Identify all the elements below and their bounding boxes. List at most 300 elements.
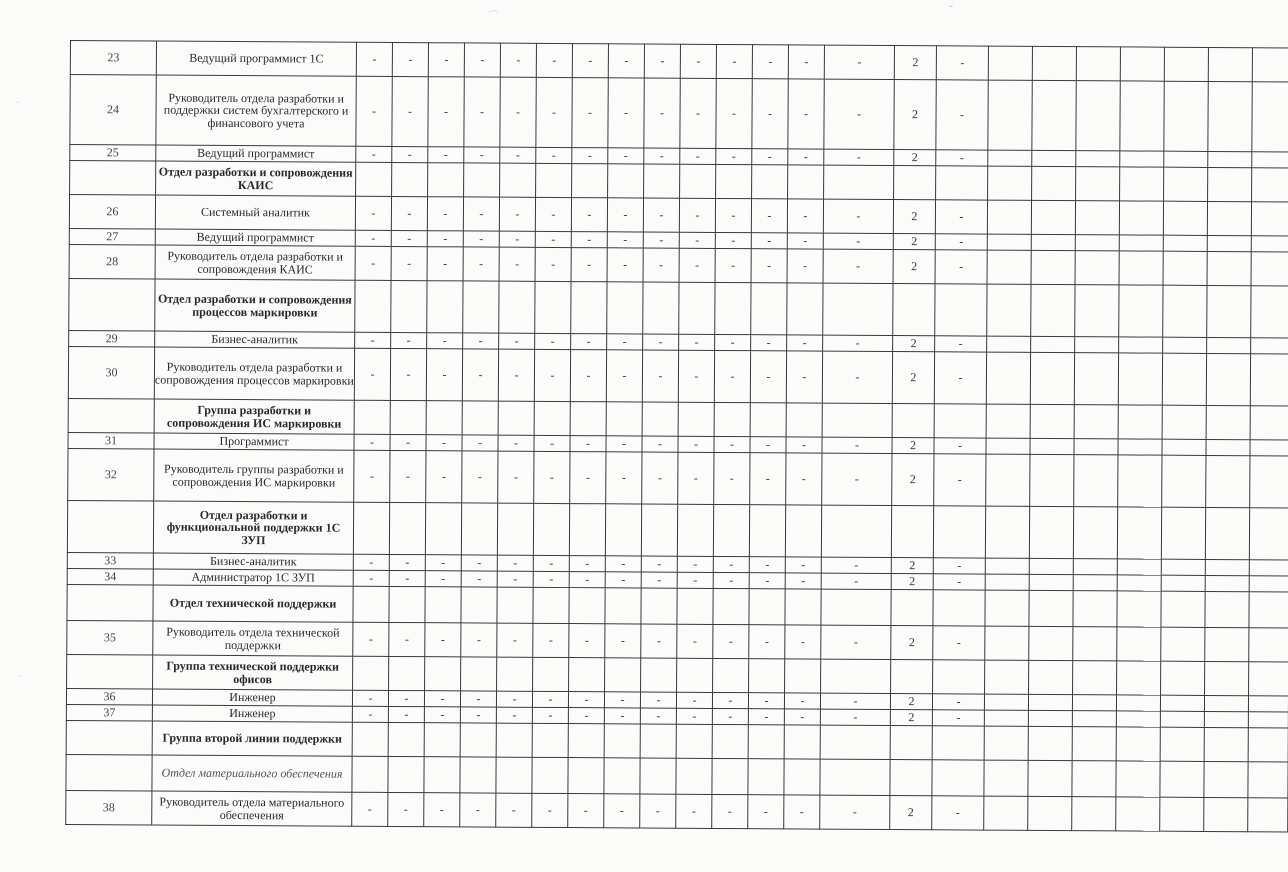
- value-cell: -: [390, 434, 426, 450]
- value-cell: -: [389, 570, 425, 586]
- department-title: Отдел материального обеспечения: [152, 755, 352, 792]
- value-cell: -: [571, 248, 607, 282]
- value-cell: [1073, 575, 1117, 591]
- value-cell: [1118, 405, 1162, 439]
- value-cell: [1251, 286, 1288, 338]
- value-cell: -: [752, 149, 788, 165]
- value-cell: [1072, 761, 1116, 797]
- value-cell: -: [640, 794, 676, 828]
- value-cell: [354, 400, 390, 434]
- value-cell: -: [934, 438, 986, 454]
- value-cell: -: [390, 348, 426, 400]
- value-cell: -: [498, 349, 534, 401]
- value-cell: -: [640, 708, 676, 724]
- value-cell: [353, 586, 389, 622]
- value-cell: [425, 503, 461, 555]
- value-cell: -: [824, 79, 894, 149]
- value-cell: -: [642, 350, 678, 402]
- value-cell: [391, 280, 427, 332]
- value-cell: -: [534, 451, 570, 503]
- value-cell: [1162, 353, 1206, 405]
- value-cell: 2: [891, 626, 933, 660]
- value-cell: -: [354, 434, 390, 450]
- row-number: 35: [67, 620, 153, 655]
- value-cell: [461, 657, 497, 691]
- value-cell: [822, 403, 892, 437]
- value-cell: [751, 283, 787, 335]
- value-cell: [984, 726, 1028, 760]
- position-title: Руководитель группы разработки и сопровождения ИС маркировки: [154, 449, 354, 502]
- row-number: 33: [67, 552, 153, 569]
- position-title: Руководитель отдела технической поддержки: [153, 621, 353, 656]
- value-cell: -: [788, 79, 824, 149]
- value-cell: [934, 404, 986, 438]
- value-cell: -: [426, 435, 462, 451]
- value-cell: -: [821, 557, 891, 573]
- value-cell: [571, 282, 607, 334]
- value-cell: -: [535, 197, 571, 231]
- value-cell: [352, 756, 388, 792]
- value-cell: 2: [893, 250, 935, 284]
- value-cell: -: [786, 453, 822, 505]
- value-cell: -: [787, 199, 823, 233]
- value-cell: [1164, 151, 1208, 167]
- value-cell: -: [569, 624, 605, 658]
- value-cell: [932, 726, 984, 760]
- value-cell: [424, 757, 460, 793]
- value-cell: [604, 724, 640, 758]
- value-cell: [932, 760, 984, 796]
- value-cell: [986, 454, 1030, 506]
- value-cell: -: [426, 451, 462, 503]
- value-cell: [1029, 626, 1073, 660]
- position-title: Инженер: [152, 705, 352, 722]
- value-cell: [1116, 711, 1160, 727]
- value-cell: [713, 658, 749, 692]
- value-cell: -: [715, 198, 751, 232]
- table-row: [70, 75, 1288, 152]
- row-number: 37: [66, 704, 152, 721]
- value-cell: 2: [894, 150, 936, 166]
- value-cell: [1204, 761, 1248, 797]
- value-cell: [892, 404, 934, 438]
- value-cell: -: [352, 690, 388, 706]
- value-cell: [1075, 235, 1119, 251]
- value-cell: -: [571, 334, 607, 350]
- staff-table-body: [66, 41, 1288, 832]
- value-cell: [604, 758, 640, 794]
- value-cell: [1249, 576, 1288, 592]
- value-cell: -: [427, 231, 463, 247]
- value-cell: [821, 659, 891, 693]
- value-cell: [425, 587, 461, 623]
- value-cell: [1204, 711, 1248, 727]
- value-cell: -: [748, 693, 784, 709]
- row-number: 28: [69, 244, 155, 279]
- value-cell: [1032, 80, 1076, 150]
- value-cell: -: [679, 232, 715, 248]
- value-cell: -: [676, 708, 712, 724]
- value-cell: [784, 725, 820, 759]
- value-cell: -: [500, 147, 536, 163]
- value-cell: -: [532, 691, 568, 707]
- value-cell: -: [679, 334, 715, 350]
- value-cell: 2: [891, 558, 933, 574]
- staff-table: [65, 40, 1288, 832]
- value-cell: [821, 505, 891, 557]
- value-cell: [640, 724, 676, 758]
- value-cell: [1206, 405, 1250, 439]
- value-cell: -: [678, 452, 714, 504]
- value-cell: [1029, 660, 1073, 694]
- value-cell: [988, 80, 1032, 150]
- value-cell: -: [464, 43, 500, 77]
- value-cell: -: [932, 694, 984, 710]
- value-cell: -: [498, 451, 534, 503]
- value-cell: -: [605, 624, 641, 658]
- scan-artifact: ⌒: [488, 10, 499, 23]
- value-cell: -: [500, 77, 536, 147]
- value-cell: [823, 283, 893, 335]
- value-cell: -: [822, 437, 892, 453]
- value-cell: [987, 336, 1031, 352]
- value-cell: -: [392, 76, 428, 146]
- value-cell: -: [426, 349, 462, 401]
- value-cell: [497, 657, 533, 691]
- value-cell: [497, 503, 533, 555]
- value-cell: [1031, 200, 1075, 234]
- value-cell: [786, 403, 822, 437]
- value-cell: -: [535, 231, 571, 247]
- value-cell: -: [935, 250, 987, 284]
- value-cell: [1119, 337, 1163, 353]
- value-cell: [1031, 234, 1075, 250]
- value-cell: [1205, 591, 1249, 627]
- value-cell: [1251, 236, 1288, 252]
- value-cell: [679, 282, 715, 334]
- row-number: [67, 584, 153, 621]
- value-cell: [1116, 797, 1160, 831]
- value-cell: -: [496, 707, 532, 723]
- value-cell: -: [788, 149, 824, 165]
- value-cell: [984, 796, 1028, 830]
- value-cell: -: [679, 248, 715, 282]
- value-cell: -: [787, 233, 823, 249]
- value-cell: [1249, 662, 1288, 696]
- value-cell: -: [607, 248, 643, 282]
- value-cell: [1251, 252, 1288, 286]
- value-cell: -: [823, 335, 893, 351]
- value-cell: [1250, 406, 1288, 440]
- value-cell: [1248, 712, 1288, 728]
- value-cell: [1249, 592, 1288, 628]
- value-cell: [532, 723, 568, 757]
- value-cell: [824, 165, 894, 199]
- position-title: Программист: [154, 433, 354, 450]
- value-cell: [353, 656, 389, 690]
- position-title: Руководитель отдела разработки и сопровождения КАИС: [155, 245, 355, 280]
- value-cell: -: [820, 795, 890, 829]
- value-cell: [1252, 168, 1288, 202]
- value-cell: -: [356, 42, 392, 76]
- value-cell: -: [572, 44, 608, 78]
- value-cell: -: [716, 78, 752, 148]
- value-cell: -: [352, 706, 388, 722]
- department-title: Отдел технической поддержки: [153, 585, 353, 622]
- value-cell: [1164, 47, 1208, 81]
- position-title: Администратор 1С ЗУП: [153, 569, 353, 586]
- value-cell: [1161, 661, 1205, 695]
- value-cell: -: [935, 234, 987, 250]
- value-cell: [785, 505, 821, 557]
- value-cell: [643, 282, 679, 334]
- value-cell: [988, 150, 1032, 166]
- value-cell: [1248, 728, 1288, 762]
- value-cell: [1252, 48, 1288, 82]
- value-cell: [1073, 661, 1117, 695]
- value-cell: [1030, 352, 1074, 404]
- value-cell: [984, 694, 1028, 710]
- value-cell: [1120, 151, 1164, 167]
- value-cell: [1120, 47, 1164, 81]
- value-cell: -: [570, 436, 606, 452]
- value-cell: [1118, 439, 1162, 455]
- value-cell: [987, 250, 1031, 284]
- value-cell: -: [604, 708, 640, 724]
- value-cell: [461, 587, 497, 623]
- value-cell: [716, 164, 752, 198]
- value-cell: [1118, 353, 1162, 405]
- value-cell: [1164, 167, 1208, 201]
- value-cell: [984, 710, 1028, 726]
- value-cell: -: [749, 625, 785, 659]
- value-cell: [1028, 694, 1072, 710]
- value-cell: [1161, 591, 1205, 627]
- value-cell: -: [389, 622, 425, 656]
- value-cell: [1029, 558, 1073, 574]
- table-row: [68, 346, 1288, 405]
- value-cell: -: [605, 572, 641, 588]
- value-cell: [533, 503, 569, 555]
- department-title: Группа разработки и сопровождения ИС маркировки: [154, 399, 354, 434]
- value-cell: [988, 46, 1032, 80]
- value-cell: [534, 401, 570, 435]
- value-cell: [1252, 82, 1288, 152]
- value-cell: [1076, 167, 1120, 201]
- value-cell: -: [532, 707, 568, 723]
- value-cell: -: [460, 691, 496, 707]
- value-cell: -: [462, 349, 498, 401]
- value-cell: -: [535, 333, 571, 349]
- value-cell: [787, 283, 823, 335]
- value-cell: [1206, 455, 1250, 507]
- value-cell: -: [496, 793, 532, 827]
- value-cell: -: [355, 230, 391, 246]
- value-cell: [1030, 438, 1074, 454]
- value-cell: [1163, 285, 1207, 337]
- value-cell: [461, 503, 497, 555]
- value-cell: [1248, 798, 1288, 832]
- value-cell: [820, 725, 890, 759]
- value-cell: -: [823, 233, 893, 249]
- value-cell: [356, 162, 392, 196]
- value-cell: -: [352, 792, 388, 826]
- row-number: 36: [66, 688, 152, 705]
- value-cell: -: [499, 247, 535, 281]
- value-cell: -: [462, 451, 498, 503]
- value-cell: -: [821, 573, 891, 589]
- value-cell: -: [643, 248, 679, 282]
- position-title: Бизнес-аналитик: [153, 553, 353, 570]
- value-cell: -: [391, 230, 427, 246]
- value-cell: -: [784, 693, 820, 709]
- value-cell: -: [497, 555, 533, 571]
- value-cell: [891, 660, 933, 694]
- value-cell: [1163, 201, 1207, 235]
- value-cell: -: [532, 793, 568, 827]
- value-cell: [1208, 81, 1252, 151]
- value-cell: [1204, 797, 1248, 831]
- value-cell: -: [752, 79, 788, 149]
- value-cell: [749, 505, 785, 557]
- value-cell: -: [749, 557, 785, 573]
- value-cell: [986, 352, 1030, 404]
- value-cell: -: [354, 348, 390, 400]
- value-cell: -: [643, 198, 679, 232]
- scan-artifact: ·: [16, 96, 20, 109]
- value-cell: [569, 504, 605, 556]
- value-cell: [427, 281, 463, 333]
- value-cell: [677, 588, 713, 624]
- value-cell: 2: [893, 200, 935, 234]
- value-cell: [606, 402, 642, 436]
- value-cell: -: [536, 43, 572, 77]
- value-cell: [1162, 439, 1206, 455]
- value-cell: [1160, 711, 1204, 727]
- value-cell: [640, 758, 676, 794]
- value-cell: -: [822, 351, 892, 403]
- value-cell: [1074, 439, 1118, 455]
- value-cell: 2: [890, 710, 932, 726]
- row-number: 25: [70, 145, 156, 162]
- value-cell: -: [427, 197, 463, 231]
- value-cell: -: [786, 351, 822, 403]
- value-cell: 2: [894, 80, 936, 150]
- value-cell: -: [785, 557, 821, 573]
- value-cell: [389, 656, 425, 690]
- value-cell: -: [353, 554, 389, 570]
- value-cell: [533, 587, 569, 623]
- value-cell: [1072, 727, 1116, 761]
- value-cell: -: [784, 795, 820, 829]
- value-cell: [676, 758, 712, 794]
- value-cell: -: [607, 334, 643, 350]
- value-cell: [1250, 354, 1288, 406]
- value-cell: [1075, 337, 1119, 353]
- value-cell: -: [571, 198, 607, 232]
- value-cell: [784, 759, 820, 795]
- value-cell: [1251, 338, 1288, 354]
- value-cell: -: [641, 556, 677, 572]
- department-title: Отдел разработки и функциональной поддержки 1С ЗУП: [153, 501, 353, 554]
- row-number: 30: [68, 346, 154, 399]
- value-cell: [1163, 251, 1207, 285]
- value-cell: -: [935, 336, 987, 352]
- value-cell: [568, 724, 604, 758]
- value-cell: -: [356, 146, 392, 162]
- value-cell: -: [427, 333, 463, 349]
- value-cell: [355, 280, 391, 332]
- value-cell: [642, 402, 678, 436]
- value-cell: -: [714, 350, 750, 402]
- value-cell: -: [712, 692, 748, 708]
- value-cell: -: [462, 435, 498, 451]
- value-cell: -: [823, 249, 893, 283]
- value-cell: [1072, 695, 1116, 711]
- value-cell: -: [750, 351, 786, 403]
- value-cell: [641, 504, 677, 556]
- value-cell: [713, 588, 749, 624]
- value-cell: [1249, 560, 1288, 576]
- value-cell: -: [390, 450, 426, 502]
- row-number: 32: [68, 448, 154, 501]
- value-cell: -: [500, 43, 536, 77]
- value-cell: [1072, 797, 1116, 831]
- position-title: Руководитель отдела разработки и сопровождения процессов маркировки: [154, 347, 354, 400]
- value-cell: -: [570, 452, 606, 504]
- value-cell: [353, 502, 389, 554]
- department-title: Отдел разработки и сопровождения процессов маркировки: [155, 279, 355, 332]
- value-cell: -: [644, 78, 680, 148]
- value-cell: [986, 438, 1030, 454]
- value-cell: -: [463, 247, 499, 281]
- value-cell: [748, 725, 784, 759]
- value-cell: [496, 757, 532, 793]
- value-cell: -: [572, 148, 608, 164]
- value-cell: -: [751, 249, 787, 283]
- value-cell: [570, 402, 606, 436]
- scan-artifact: ˜: [948, 4, 954, 17]
- value-cell: [1117, 575, 1161, 591]
- value-cell: [392, 162, 428, 196]
- staff-table-sheet: [65, 40, 1288, 832]
- value-cell: -: [750, 437, 786, 453]
- value-cell: -: [391, 246, 427, 280]
- value-cell: [1161, 627, 1205, 661]
- value-cell: -: [644, 148, 680, 164]
- value-cell: [749, 589, 785, 625]
- department-title: Группа второй линии поддержки: [152, 721, 352, 756]
- value-cell: -: [785, 573, 821, 589]
- value-cell: -: [499, 333, 535, 349]
- value-cell: [605, 504, 641, 556]
- value-cell: [572, 164, 608, 198]
- value-cell: [1116, 695, 1160, 711]
- value-cell: [1207, 337, 1251, 353]
- row-number: [70, 161, 156, 196]
- value-cell: [894, 166, 936, 200]
- value-cell: [1117, 661, 1161, 695]
- value-cell: -: [392, 146, 428, 162]
- value-cell: [499, 281, 535, 333]
- value-cell: [1208, 167, 1252, 201]
- value-cell: [891, 590, 933, 626]
- row-number: 23: [70, 41, 156, 76]
- value-cell: [352, 722, 388, 756]
- value-cell: -: [824, 45, 894, 79]
- value-cell: [985, 506, 1029, 558]
- row-number: [67, 500, 153, 553]
